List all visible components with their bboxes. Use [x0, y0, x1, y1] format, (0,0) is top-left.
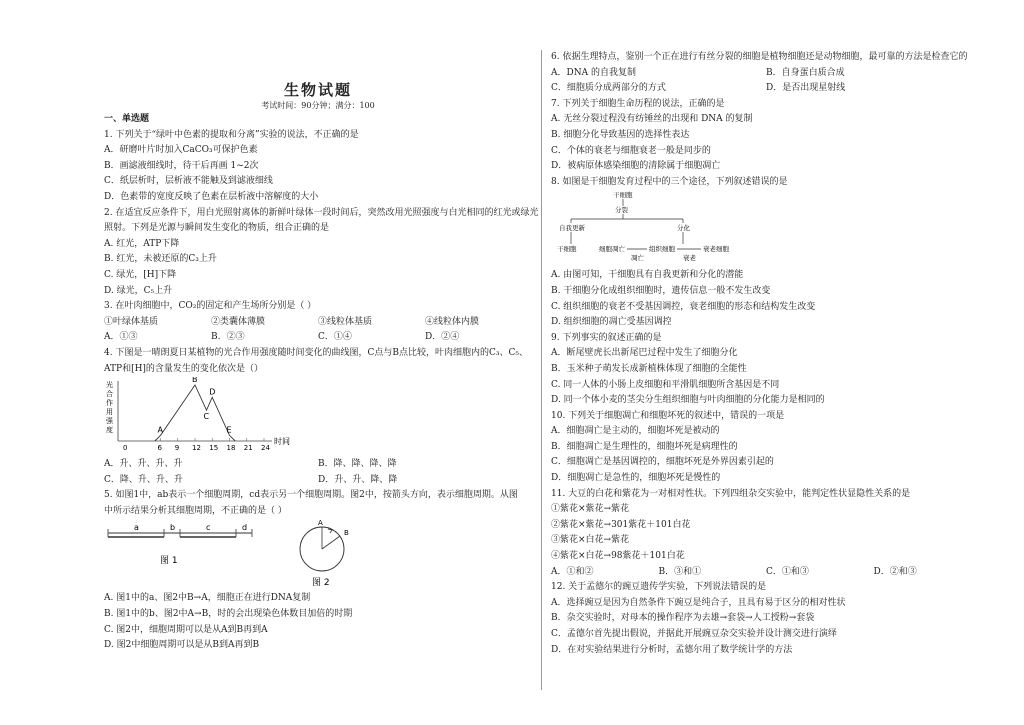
q12-option-c: C．孟德尔首先提出假说，并据此开展豌豆杂交实验并设计测交进行演绎: [551, 629, 837, 639]
diagram-box-aging: 衰老细胞: [703, 245, 729, 254]
q5-option-b: B. 图1中的b、图2中A→B，时的会出现染色体数目加倍的时期: [104, 609, 353, 620]
chart-ylabel-char: 强: [106, 417, 113, 426]
q11-option-c: C．①和③: [766, 566, 809, 577]
diagram-top: 干细胞: [613, 191, 633, 200]
q5-option-d: D. 图2中细胞周期可以是从B到A再到B: [104, 640, 260, 651]
q4-figure: [104, 377, 532, 457]
q3-option-b: B．②③: [211, 332, 245, 343]
chart-point-label: E: [226, 425, 232, 435]
chart-ylabel-char: 合: [106, 390, 113, 399]
q3-option-c: C．①④: [318, 332, 352, 343]
q9-option-b: B．玉米种子萌发长成新植株体现了细胞的全能性: [551, 363, 747, 374]
fig1-label-c: c: [206, 523, 211, 533]
q6-options-row2: [551, 81, 981, 97]
q8-option-c: C. 组织细胞的衰老不受基因调控，衰老细胞的形态和结构发生改变: [551, 301, 816, 312]
column-divider: [541, 50, 542, 690]
q10-option-c: C．细胞凋亡是基因调控的，细胞坏死是外界因素引起的: [551, 457, 774, 468]
q5-figures: [104, 519, 532, 591]
chart-x-tick: 6: [157, 444, 162, 453]
chart-point-label: A: [157, 425, 163, 435]
q10-option-a: A．细胞凋亡是主动的，细胞坏死是被动的: [551, 426, 720, 437]
diagram-label-aging: 衰老: [683, 254, 696, 263]
chart-x-tick: 9: [174, 444, 180, 453]
q6-stem: 6. 依据生理特点，鉴别一个正在进行有丝分裂的细胞是植物细胞还是动物细胞，最可靠的方法是检查它的: [551, 52, 968, 62]
q3-option-a: A．①③: [104, 332, 138, 343]
q1-option-c: C．纸层析时，层析液不能触及到滤液细线: [104, 176, 273, 187]
chart-curve: [155, 385, 236, 441]
left-column: [104, 0, 539, 654]
stem-cell-diagram: [551, 190, 981, 268]
q3-stem: 3. 在叶肉细胞中，CO₂的固定和产生场所分别是（ ）: [104, 301, 317, 312]
q9-option-c: C. 同一人体的小肠上皮细胞和平滑肌细胞所含基因是不同: [551, 379, 780, 390]
q11-options: [551, 565, 981, 581]
paper-title: 生物试题: [283, 81, 352, 99]
fig1-caption: 图 1: [160, 556, 178, 567]
q11-item-1: ①紫花×紫花→紫花: [551, 504, 630, 515]
diagram-box-apoptosis: 细胞凋亡: [599, 245, 625, 254]
fig2-label-b: B: [344, 529, 349, 538]
q12-option-a: A．选择豌豆是因为自然条件下豌豆是纯合子，且具有易于区分的相对性状: [551, 597, 846, 608]
q7-option-a: A. 无丝分裂过程没有纺锤丝的出现和 DNA 的复制: [551, 114, 753, 125]
q4-option-d: D．升、升、降、降: [318, 474, 398, 485]
q9-option-a: A．断尾壁虎长出新尾巴过程中发生了细胞分化: [551, 348, 738, 359]
q4-options-row1: [104, 457, 532, 473]
chart-ylabel: [106, 380, 114, 434]
chart-x-tick: 12: [192, 444, 201, 453]
q2-option-b: B. 红光，未被还原的C₃上升: [104, 254, 217, 265]
q4-stem-line1: 4. 下图是一晴朗夏日某植物的光合作用强度随时间变化的曲线图，C点与B点比较，叶肉细胞内的C₃、C₅、: [104, 347, 528, 358]
q10-option-d: D．细胞凋亡是急性的，细胞坏死是慢性的: [551, 473, 721, 484]
chart-point-label: D: [209, 387, 216, 397]
diagram-right: 分化: [677, 224, 690, 233]
q2-stem-line2: 照射。下列是光源与瞬间发生变化的物质，组合正确的是: [104, 223, 330, 234]
q2-option-c: C. 绿光，[H]下降: [104, 269, 177, 280]
q6-option-d: D．是否出现星射线: [766, 83, 846, 94]
diagram-label-apoptosis: 凋亡: [631, 254, 644, 263]
chart-x-tick: 18: [226, 444, 236, 453]
fig2-arrow: [328, 529, 332, 533]
q8-figure: [551, 190, 981, 268]
q4-stem-line2: ATP和[H]的含量发生的变化依次是（）: [104, 363, 263, 374]
q6-option-b: B．自身蛋白质合成: [766, 67, 845, 78]
diagram-left: 自我更新: [559, 224, 585, 233]
q11-stem: 11. 大豆的白花和紫花为一对相对性状。下列四组杂交实验中，能判定性状显隐性关系的是: [551, 488, 911, 499]
q1-stem: 1. 下列关于“绿叶中色素的提取和分离”实验的说法，不正确的是: [104, 129, 359, 140]
chart-point-label: C: [203, 412, 210, 422]
chart-point-label: B: [192, 377, 198, 385]
chart-x-tick: 21: [243, 444, 253, 453]
fig1-label-d: d: [242, 523, 248, 533]
q4-option-b: B．降、降、降、降: [318, 459, 397, 470]
q3-item-1: ①叶绿体基质: [104, 316, 159, 327]
q9-option-d: D. 同一个体小麦的茎尖分生组织细胞与叶肉细胞的分化能力是相同的: [551, 395, 825, 406]
q4-options-row2: [104, 473, 532, 489]
q11-item-3: ③紫花×白花→紫花: [551, 535, 630, 546]
chart-ylabel-char: 用: [106, 408, 113, 417]
q3-item-2: ②类囊体薄膜: [211, 316, 266, 327]
diagram-box-tissue: 组织细胞: [649, 245, 675, 254]
q3-items: [104, 315, 532, 331]
fig2-caption: 图 2: [312, 578, 330, 589]
q3-options: [104, 330, 532, 346]
q1-option-d: D．色素带的宽度反映了色素在层析液中溶解度的大小: [104, 191, 319, 202]
chart-x-tick: 0: [123, 444, 128, 453]
photosynthesis-chart: [104, 377, 304, 457]
cell-cycle-figures: [104, 519, 532, 591]
q3-item-3: ③线粒体基质: [318, 316, 373, 327]
q6-option-a: A．DNA 的自我复制: [551, 67, 636, 78]
q9-stem: 9. 下列事实的叙述正确的是: [551, 332, 662, 343]
q12-option-b: B．杂交实验时，对母本的操作程序为去雄→套袋→人工授粉→套袋: [551, 613, 815, 624]
q1-option-b: B．画滤液细线时，待干后再画 1~2次: [104, 160, 259, 171]
q11-option-a: A．①和②: [551, 566, 594, 577]
q2-option-a: A. 红光，ATP下降: [104, 238, 180, 249]
q5-option-a: A. 图1中的a、图2中B→A，细胞正在进行DNA复制: [104, 593, 311, 604]
q5-stem-line2: 中所示结果分析其细胞周期，不正确的是（ ）: [104, 505, 287, 516]
q7-stem: 7. 下列关于细胞生命历程的说法，正确的是: [551, 98, 725, 109]
chart-ylabel-char: 光: [106, 381, 113, 390]
q2-option-d: D. 绿光，C₅上升: [104, 285, 173, 296]
q7-option-d: D．被病原体感染细胞的清除属于细胞凋亡: [551, 161, 721, 172]
right-column: [551, 50, 981, 658]
q12-stem: 12. 关于孟德尔的豌豆遗传学实验，下列说法错误的是: [551, 582, 767, 593]
fig2-radius-b: [322, 536, 340, 549]
chart-x-tick: 24: [261, 444, 270, 453]
q8-stem: 8. 如图是干细胞发育过程中的三个途径，下列叙述错误的是: [551, 176, 788, 187]
q7-option-b: B. 细胞分化导致基因的选择性表达: [551, 129, 690, 140]
section-heading: 一、单选题: [104, 114, 150, 124]
chart-x-tick: 15: [209, 444, 219, 453]
q5-stem-line1: 5. 如图1中，ab表示一个细胞周期，cd表示另一个细胞周期。图2中，按箭头方向，表示细胞周期。从图: [104, 490, 518, 501]
chart-xlabel: 时间: [274, 437, 290, 447]
fig1-label-b: b: [170, 523, 176, 533]
q8-option-b: B. 干细胞分化成组织细胞时，遗传信息一般不发生改变: [551, 285, 771, 296]
q4-option-a: A．升、升、升、升: [104, 459, 183, 470]
q10-stem: 10. 下列关于细胞凋亡和细胞坏死的叙述中，错误的一项是: [551, 410, 785, 421]
q8-option-d: D. 组织细胞的凋亡受基因调控: [551, 317, 672, 328]
q2-stem-line1: 2. 在适宜反应条件下，用白光照射离体的新鲜叶绿体一段时间后，突然改用光照强度与白光相同的红光或绿光: [104, 207, 539, 218]
diagram-box-stem: 干细胞: [557, 245, 577, 254]
chart-ylabel-char: 作: [106, 399, 113, 408]
q8-option-a: A. 由图可知，干细胞具有自我更新和分化的潜能: [551, 270, 744, 281]
q10-option-b: B．细胞凋亡是生理性的，细胞坏死是病理性的: [551, 441, 738, 452]
exam-meta: 考试时间：90分钟；满分：100: [261, 101, 375, 110]
fig2-label-a: A: [318, 519, 323, 528]
q7-option-c: C．个体的衰老与细胞衰老一般是同步的: [551, 145, 711, 156]
q11-option-b: B．③和①: [658, 566, 702, 577]
q1-option-a: A．研磨叶片时加入CaCO₃可保护色素: [104, 145, 258, 156]
q11-item-4: ④紫花×白花→98紫花＋101白花: [551, 551, 685, 562]
q6-option-c: C．细胞质分成两部分的方式: [551, 83, 666, 94]
q5-option-c: C. 图2中，细胞周期可以是从A到B再到A: [104, 624, 268, 635]
q4-option-c: C．降、升、升、升: [104, 474, 183, 485]
q12-option-d: D．在对实验结果进行分析时，孟德尔用了数学统计学的方法: [551, 644, 793, 655]
q3-option-d: D．②④: [425, 332, 460, 343]
q11-item-2: ②紫花×紫花→301紫花＋101白花: [551, 519, 691, 530]
q6-options-row1: [551, 66, 981, 82]
q11-option-d: D．②和③: [873, 566, 917, 577]
diagram-split: 分裂: [615, 206, 628, 215]
fig1-label-a: a: [134, 523, 139, 533]
q3-item-4: ④线粒体内膜: [425, 316, 480, 327]
chart-ylabel-char: 度: [106, 426, 113, 435]
